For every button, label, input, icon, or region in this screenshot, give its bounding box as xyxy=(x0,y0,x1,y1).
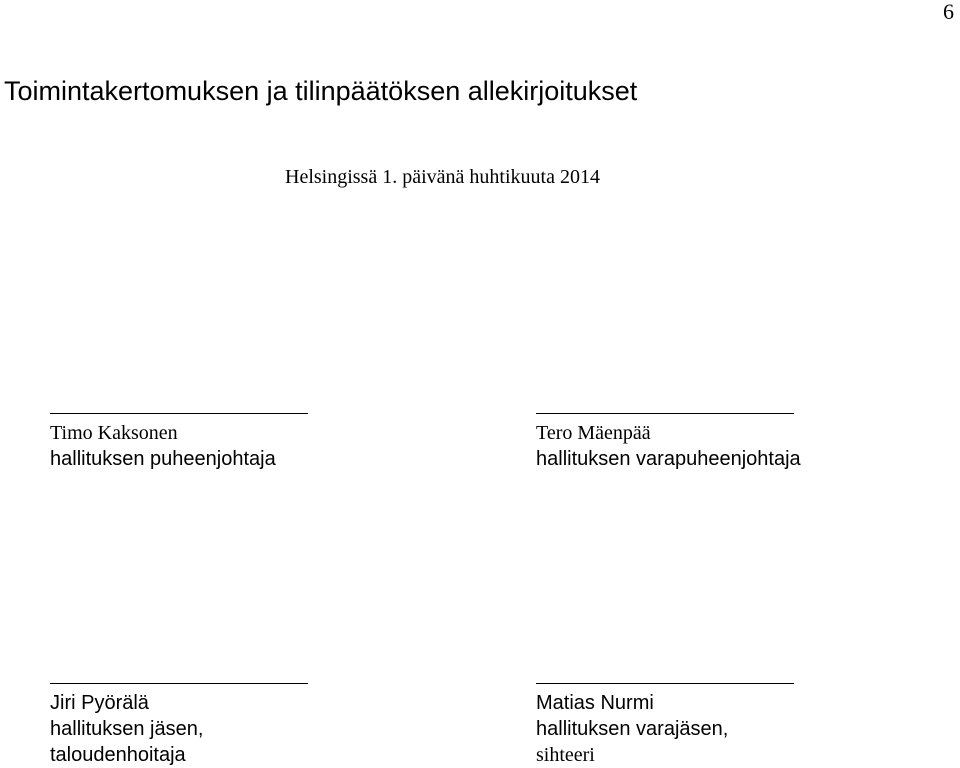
signature-line xyxy=(536,413,794,414)
signatory-role-continued: sihteeri xyxy=(536,744,595,766)
signatory-role: hallituksen varapuheenjohtaja xyxy=(536,448,801,470)
signatory-role: hallituksen varajäsen, xyxy=(536,718,729,740)
signatory-name: Jiri Pyörälä xyxy=(50,692,149,714)
signatory-name: Matias Nurmi xyxy=(536,692,654,714)
signatory-role: hallituksen jäsen, xyxy=(50,718,204,740)
signature-block-chair xyxy=(50,413,470,472)
signatory-role: hallituksen puheenjohtaja xyxy=(50,448,276,470)
signatory-role-continued: taloudenhoitaja xyxy=(50,744,186,766)
signature-block-treasurer xyxy=(50,683,470,768)
signature-line xyxy=(536,683,794,684)
page-number: 6 xyxy=(943,0,954,24)
signature-block-vice-chair xyxy=(536,413,956,472)
signatory-name: Tero Mäenpää xyxy=(536,422,651,444)
signature-block-secretary xyxy=(536,683,956,768)
signatory-name: Timo Kaksonen xyxy=(50,422,178,444)
page-title: Toimintakertomuksen ja tilinpäätöksen allekirjoitukset xyxy=(4,76,638,106)
signature-line xyxy=(50,413,308,414)
signature-line xyxy=(50,683,308,684)
place-and-date: Helsingissä 1. päivänä huhtikuuta 2014 xyxy=(285,166,600,188)
